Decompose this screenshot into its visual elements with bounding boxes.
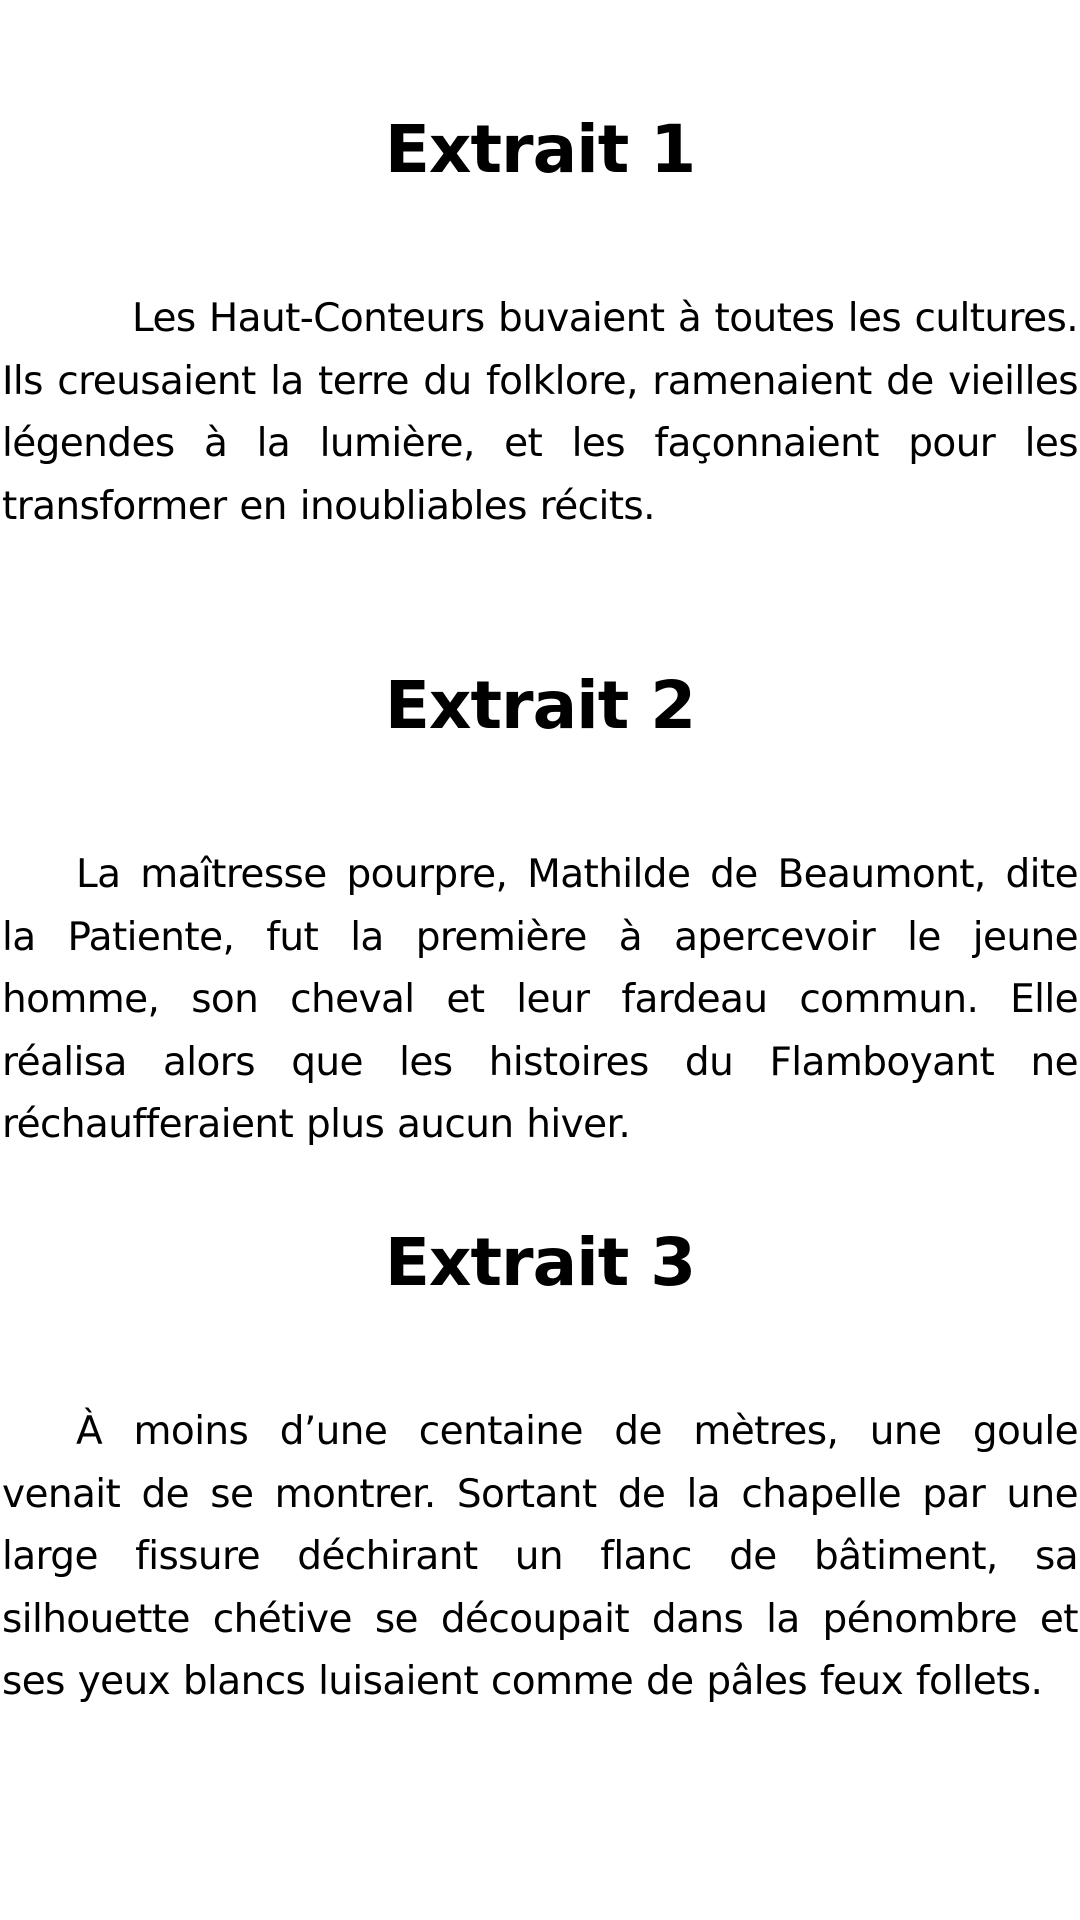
extract-title-3: Extrait 3 [384, 1224, 696, 1301]
extract-title-2: Extrait 2 [384, 667, 696, 744]
extract-section-1 [0, 110, 1080, 538]
extract-text-3: À moins d’une centaine de mètres, une goule venait de se montrer. Sortant de la chapelle par une large fissure déchirant un flanc de bâtiment, sa silhouette chétive se découpait dans la pénombre et ses yeux blancs luisaient comme de pâles feux follets. [2, 1409, 1078, 1704]
extract-text-2: La maîtresse pourpre, Mathilde de Beaumont, dite la Patiente, fut la première à apercevoir le jeune homme, son cheval et leur fardeau commun. Elle réalisa alors que les histoires du Flamboyant ne réchaufferaient plus aucun hiver. [2, 852, 1078, 1147]
extract-section-3 [0, 1223, 1080, 1714]
extract-section-2 [0, 666, 1080, 1157]
extract-text-1: Les Haut-Conteurs buvaient à toutes les cultures. Ils creusaient la terre du folklore, ramenaient de vieilles légendes à la lumière, et les façonnaient pour les transformer en inoubliables récits. [2, 296, 1078, 529]
extract-title-1: Extrait 1 [384, 111, 696, 188]
